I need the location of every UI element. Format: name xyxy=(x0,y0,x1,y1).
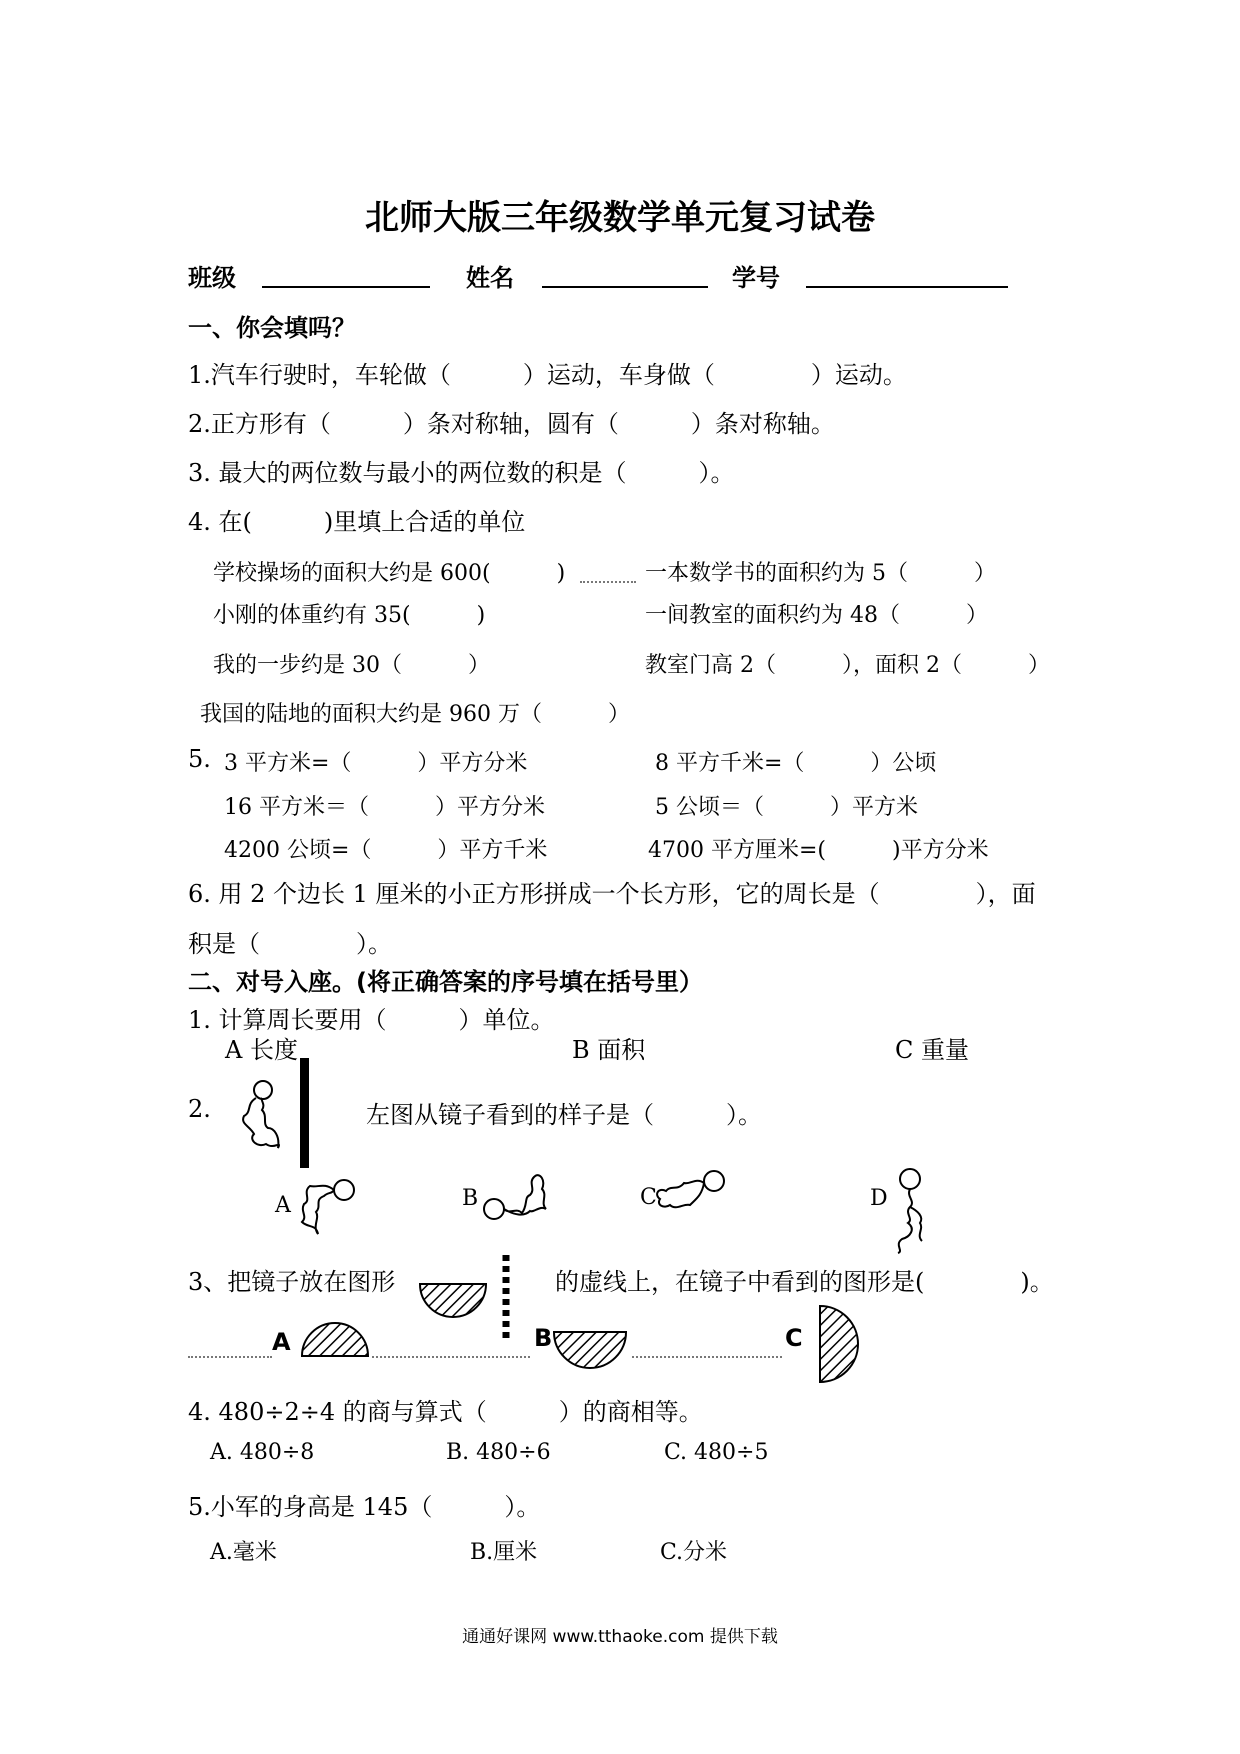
q2-original-figure xyxy=(238,1078,298,1158)
s2-q5-option-b: B.厘米 xyxy=(470,1540,538,1565)
q3-dotted-leader-3 xyxy=(632,1356,782,1358)
s1-q4: 4. 在( )里填上合适的单位 xyxy=(188,508,526,536)
s2-q4-option-c: C. 480÷5 xyxy=(664,1440,769,1465)
q5-item-4: 5 公顷＝（ ）平方米 xyxy=(655,795,918,820)
q3-dashed-mirror-line xyxy=(500,1255,512,1345)
q2-mirror-bar xyxy=(300,1058,309,1168)
q3-dotted-leader-2 xyxy=(372,1356,530,1358)
section1-heading: 一、你会填吗？ xyxy=(188,314,356,342)
q4-item-3: 小刚的体重约有 35( ) xyxy=(213,603,486,628)
s2-q1-option-c: C 重量 xyxy=(895,1036,969,1064)
s2-q3-prefix: 3、把镜子放在图形 xyxy=(188,1268,396,1296)
s2-q5-option-c: C.分米 xyxy=(660,1540,728,1565)
class-blank[interactable] xyxy=(262,286,430,288)
s2-q5-option-a: A.毫米 xyxy=(210,1540,277,1565)
s2-q1: 1. 计算周长要用（ ）单位。 xyxy=(188,1006,555,1034)
q3-shape-figure xyxy=(418,1282,488,1322)
q2-option-b-label: B xyxy=(462,1186,479,1211)
q4-item-1: 学校操场的面积大约是 600( ) xyxy=(213,561,566,586)
q3-option-c-label: C xyxy=(785,1324,803,1352)
q4-item-5: 我的一步约是 30（ ） xyxy=(213,653,490,678)
q2-option-c-label: C xyxy=(640,1185,657,1210)
q4-item-6: 教室门高 2（ ），面积 2（ ） xyxy=(645,653,1050,678)
s2-q4: 4. 480÷2÷4 的商与算式（ ）的商相等。 xyxy=(188,1398,703,1426)
q5-item-2: 8 平方千米=（ ）公顷 xyxy=(655,751,937,776)
page-title: 北师大版三年级数学单元复习试卷 xyxy=(365,198,875,238)
q5-item-5: 4200 公顷=（ ）平方千米 xyxy=(224,838,548,863)
q3-option-b-label: B xyxy=(534,1324,553,1352)
s2-q5: 5.小军的身高是 145（ ）。 xyxy=(188,1493,541,1521)
q4-item-2: 一本数学书的面积约为 5（ ） xyxy=(645,561,996,586)
id-label: 学号 xyxy=(732,264,780,292)
q3-option-c-figure xyxy=(818,1304,858,1384)
s2-q4-option-a: A. 480÷8 xyxy=(210,1440,315,1465)
q2-option-b-figure xyxy=(480,1165,560,1235)
q3-option-a-label: A xyxy=(272,1328,291,1356)
s1-q5-prefix: 5. xyxy=(188,745,211,773)
q5-item-3: 16 平方米＝（ ）平方分米 xyxy=(224,795,545,820)
q5-item-6: 4700 平方厘米=( )平方分米 xyxy=(648,838,989,863)
section2-heading: 二、对号入座。(将正确答案的序号填在括号里） xyxy=(188,968,703,996)
s1-q2: 2.正方形有（ ）条对称轴，圆有（ ）条对称轴。 xyxy=(188,410,835,438)
q2-option-d-figure xyxy=(880,1165,940,1255)
s2-q1-option-a: A 长度 xyxy=(225,1036,298,1064)
dotted-leader xyxy=(580,581,636,583)
s2-q2-text: 左图从镜子看到的样子是（ ）。 xyxy=(366,1101,762,1129)
q3-dotted-leader-1 xyxy=(188,1356,272,1358)
page-footer: 通通好课网 www.tthaoke.com 提供下载 xyxy=(462,1627,778,1647)
q2-option-a-figure xyxy=(294,1172,364,1242)
q5-item-1: 3 平方米=（ ）平方分米 xyxy=(224,751,528,776)
name-blank[interactable] xyxy=(542,286,708,288)
s1-q6-line2: 积是（ ）。 xyxy=(188,930,392,958)
s1-q3: 3. 最大的两位数与最小的两位数的积是（ ）。 xyxy=(188,459,735,487)
q4-item-4: 一间教室的面积约为 48（ ） xyxy=(645,603,988,628)
q2-option-c-figure xyxy=(650,1165,730,1225)
q2-option-d-label: D xyxy=(870,1186,888,1211)
q2-option-a-label: A xyxy=(275,1193,291,1218)
s2-q4-option-b: B. 480÷6 xyxy=(446,1440,551,1465)
name-label: 姓名 xyxy=(466,264,514,292)
q3-option-b-figure xyxy=(552,1330,628,1372)
class-label: 班级 xyxy=(188,264,236,292)
s1-q1: 1.汽车行驶时，车轮做（ ）运动，车身做（ ）运动。 xyxy=(188,361,907,389)
s2-q2-number: 2. xyxy=(188,1095,211,1123)
q3-option-a-figure xyxy=(300,1318,370,1358)
id-blank[interactable] xyxy=(806,286,1008,288)
s2-q1-option-b: B 面积 xyxy=(572,1036,646,1064)
s2-q3-suffix: 的虚线上，在镜子中看到的图形是( )。 xyxy=(555,1268,1054,1296)
s1-q6-line1: 6. 用 2 个边长 1 厘米的小正方形拼成一个长方形，它的周长是（ ），面 xyxy=(188,880,1036,908)
q4-item-7: 我国的陆地的面积大约是 960 万（ ） xyxy=(200,702,630,727)
